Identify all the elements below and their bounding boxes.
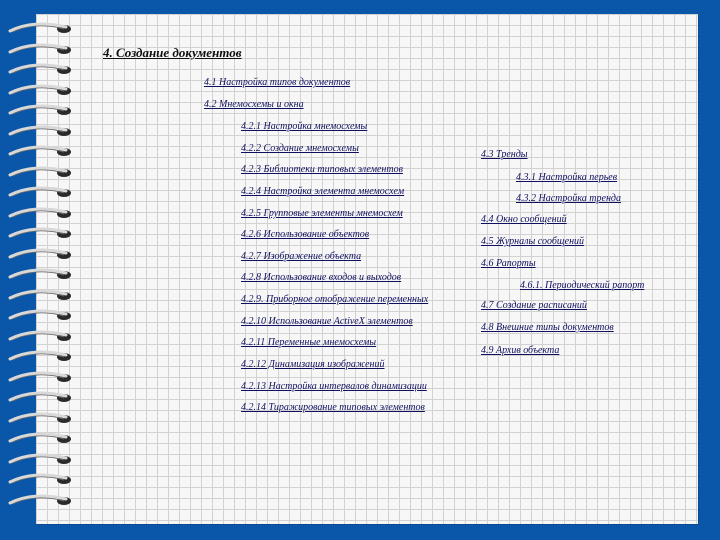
spiral-ring xyxy=(6,248,76,260)
toc-link-4-2-10[interactable]: 4.2.10 Использование ActiveX элементов xyxy=(241,316,413,327)
toc-link-4-1[interactable]: 4.1 Настройка типов документов xyxy=(204,77,351,88)
toc-link-4-2-7[interactable]: 4.2.7 Изображение объекта xyxy=(241,251,362,262)
spiral-ring xyxy=(6,494,76,506)
spiral-ring xyxy=(6,166,76,178)
notebook-page xyxy=(36,14,698,524)
toc-link-4-2-3[interactable]: 4.2.3 Библиотеки типовых элементов xyxy=(241,164,403,175)
toc-link-4-2[interactable]: 4.2 Мнемосхемы и окна xyxy=(204,99,304,110)
toc-link-4-2-5[interactable]: 4.2.5 Групповые элементы мнемосхем xyxy=(241,208,403,219)
spiral-ring xyxy=(6,268,76,280)
toc-link-4-2-11[interactable]: 4.2.11 Переменные мнемосхемы xyxy=(241,337,377,348)
spiral-ring xyxy=(6,104,76,116)
toc-link-4-9[interactable]: 4.9 Архив объекта xyxy=(481,345,560,356)
toc-link-4-3-2[interactable]: 4.3.2 Настройка тренда xyxy=(516,193,621,204)
toc-link-4-3[interactable]: 4.3 Тренды xyxy=(481,149,528,160)
page-title: 4. Создание документов xyxy=(103,45,242,60)
spiral-binding xyxy=(0,14,80,524)
spiral-ring xyxy=(6,145,76,157)
spiral-ring xyxy=(6,453,76,465)
toc-link-4-2-1[interactable]: 4.2.1 Настройка мнемосхемы xyxy=(241,121,368,132)
toc-link-4-2-14[interactable]: 4.2.14 Тиражирование типовых элементов xyxy=(241,402,425,413)
toc-link-4-3-1[interactable]: 4.3.1 Настройка перьев xyxy=(516,172,618,183)
spiral-ring xyxy=(6,186,76,198)
spiral-ring xyxy=(6,309,76,321)
spiral-ring xyxy=(6,371,76,383)
spiral-ring xyxy=(6,84,76,96)
toc-link-4-7[interactable]: 4.7 Создание расписаний xyxy=(481,300,587,311)
spiral-ring xyxy=(6,350,76,362)
toc-link-4-4[interactable]: 4.4 Окно сообщений xyxy=(481,214,567,225)
spiral-ring xyxy=(6,432,76,444)
spiral-ring xyxy=(6,473,76,485)
toc-link-4-6[interactable]: 4.6 Рапорты xyxy=(481,258,536,269)
toc-link-4-6-1[interactable]: 4.6.1. Периодический рапорт xyxy=(520,280,645,291)
toc-link-4-2-8[interactable]: 4.2.8 Использование входов и выходов xyxy=(241,272,402,283)
spiral-ring xyxy=(6,22,76,34)
toc-link-4-5[interactable]: 4.5 Журналы сообщений xyxy=(481,236,585,247)
spiral-ring xyxy=(6,412,76,424)
spiral-ring xyxy=(6,125,76,137)
spiral-ring xyxy=(6,289,76,301)
spiral-ring xyxy=(6,63,76,75)
toc-link-4-2-6[interactable]: 4.2.6 Использование объектов xyxy=(241,229,370,240)
toc-link-4-2-9[interactable]: 4.2.9. Приборное отображение переменных xyxy=(241,294,429,305)
toc-link-4-2-12[interactable]: 4.2.12 Динамизация изображений xyxy=(241,359,385,370)
toc-link-4-8[interactable]: 4.8 Внешние типы документов xyxy=(481,322,614,333)
spiral-ring xyxy=(6,391,76,403)
spiral-ring xyxy=(6,43,76,55)
toc-link-4-2-2[interactable]: 4.2.2 Создание мнемосхемы xyxy=(241,143,359,154)
spiral-ring xyxy=(6,207,76,219)
toc-link-4-2-4[interactable]: 4.2.4 Настройка элемента мнемосхем xyxy=(241,186,405,197)
spiral-ring xyxy=(6,330,76,342)
spiral-ring xyxy=(6,227,76,239)
toc-link-4-2-13[interactable]: 4.2.13 Настройка интервалов динамизации xyxy=(241,381,427,392)
